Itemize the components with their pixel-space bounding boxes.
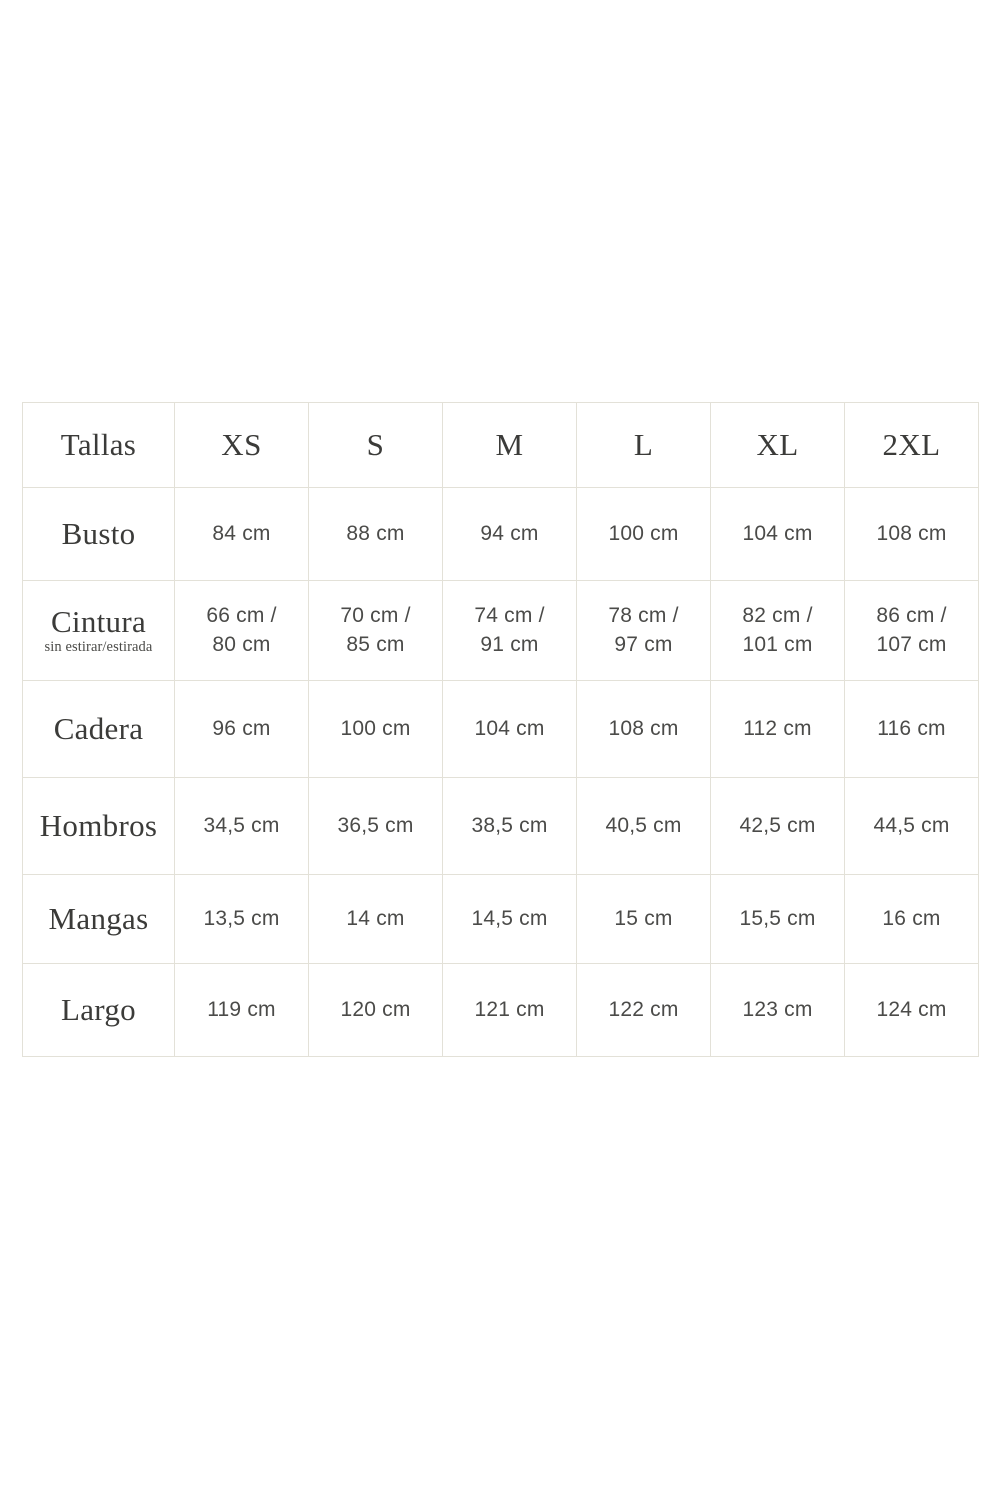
cell-cintura-l-line1: 78 cm / xyxy=(608,603,679,627)
row-label-cintura-sub: sin estirar/estirada xyxy=(44,639,153,656)
table-row xyxy=(23,778,979,875)
cell-cintura-xs-line2: 80 cm xyxy=(212,632,271,656)
cell-largo-xs: 119 cm xyxy=(175,964,309,1057)
cell-cintura-2xl-line1: 86 cm / xyxy=(876,603,947,627)
row-label-largo: Largo xyxy=(23,964,175,1057)
cell-cintura-xs-line1: 66 cm / xyxy=(206,603,277,627)
header-size-xs: XS xyxy=(175,403,309,488)
table-row xyxy=(23,581,979,681)
cell-busto-s: 88 cm xyxy=(309,488,443,581)
cell-busto-xl: 104 cm xyxy=(711,488,845,581)
cell-largo-xl: 123 cm xyxy=(711,964,845,1057)
cell-cadera-2xl: 116 cm xyxy=(845,681,979,778)
cell-largo-m: 121 cm xyxy=(443,964,577,1057)
row-label-busto: Busto xyxy=(23,488,175,581)
cell-busto-2xl: 108 cm xyxy=(845,488,979,581)
header-size-l: L xyxy=(577,403,711,488)
row-label-cintura-main: Cintura xyxy=(50,603,147,639)
row-label-hombros: Hombros xyxy=(23,778,175,875)
size-chart xyxy=(22,402,978,1057)
header-size-xl: XL xyxy=(711,403,845,488)
cell-largo-s: 120 cm xyxy=(309,964,443,1057)
cell-mangas-s: 14 cm xyxy=(309,875,443,964)
size-chart-table xyxy=(22,402,979,1057)
cell-hombros-2xl: 44,5 cm xyxy=(845,778,979,875)
header-label-tallas: Tallas xyxy=(23,403,175,488)
cell-mangas-xl: 15,5 cm xyxy=(711,875,845,964)
cell-largo-2xl: 124 cm xyxy=(845,964,979,1057)
table-row xyxy=(23,488,979,581)
table-row xyxy=(23,681,979,778)
cell-cintura-2xl-line2: 107 cm xyxy=(876,632,947,656)
cell-hombros-xl: 42,5 cm xyxy=(711,778,845,875)
cell-cadera-s: 100 cm xyxy=(309,681,443,778)
cell-cintura-xl-line2: 101 cm xyxy=(742,632,813,656)
cell-mangas-2xl: 16 cm xyxy=(845,875,979,964)
cell-busto-m: 94 cm xyxy=(443,488,577,581)
header-size-s: S xyxy=(309,403,443,488)
cell-cintura-xl xyxy=(711,581,845,681)
cell-mangas-l: 15 cm xyxy=(577,875,711,964)
row-label-cadera: Cadera xyxy=(23,681,175,778)
cell-cintura-2xl xyxy=(845,581,979,681)
cell-cadera-l: 108 cm xyxy=(577,681,711,778)
cell-cintura-l xyxy=(577,581,711,681)
cell-cadera-xl: 112 cm xyxy=(711,681,845,778)
table-row xyxy=(23,875,979,964)
cell-hombros-l: 40,5 cm xyxy=(577,778,711,875)
cell-hombros-xs: 34,5 cm xyxy=(175,778,309,875)
cell-cintura-m xyxy=(443,581,577,681)
table-row xyxy=(23,964,979,1057)
cell-cintura-l-line2: 97 cm xyxy=(614,632,673,656)
cell-mangas-m: 14,5 cm xyxy=(443,875,577,964)
row-label-mangas: Mangas xyxy=(23,875,175,964)
cell-cintura-xs xyxy=(175,581,309,681)
cell-cadera-xs: 96 cm xyxy=(175,681,309,778)
cell-cintura-m-line2: 91 cm xyxy=(480,632,539,656)
cell-cintura-m-line1: 74 cm / xyxy=(474,603,545,627)
cell-cintura-s-line1: 70 cm / xyxy=(340,603,411,627)
cell-cintura-xl-line1: 82 cm / xyxy=(742,603,813,627)
cell-hombros-m: 38,5 cm xyxy=(443,778,577,875)
cell-busto-l: 100 cm xyxy=(577,488,711,581)
header-size-2xl: 2XL xyxy=(845,403,979,488)
row-label-cintura xyxy=(23,581,175,681)
cell-hombros-s: 36,5 cm xyxy=(309,778,443,875)
cell-busto-xs: 84 cm xyxy=(175,488,309,581)
header-size-m: M xyxy=(443,403,577,488)
cell-largo-l: 122 cm xyxy=(577,964,711,1057)
cell-cintura-s-line2: 85 cm xyxy=(346,632,405,656)
cell-cadera-m: 104 cm xyxy=(443,681,577,778)
cell-mangas-xs: 13,5 cm xyxy=(175,875,309,964)
table-header-row xyxy=(23,403,979,488)
cell-cintura-s xyxy=(309,581,443,681)
